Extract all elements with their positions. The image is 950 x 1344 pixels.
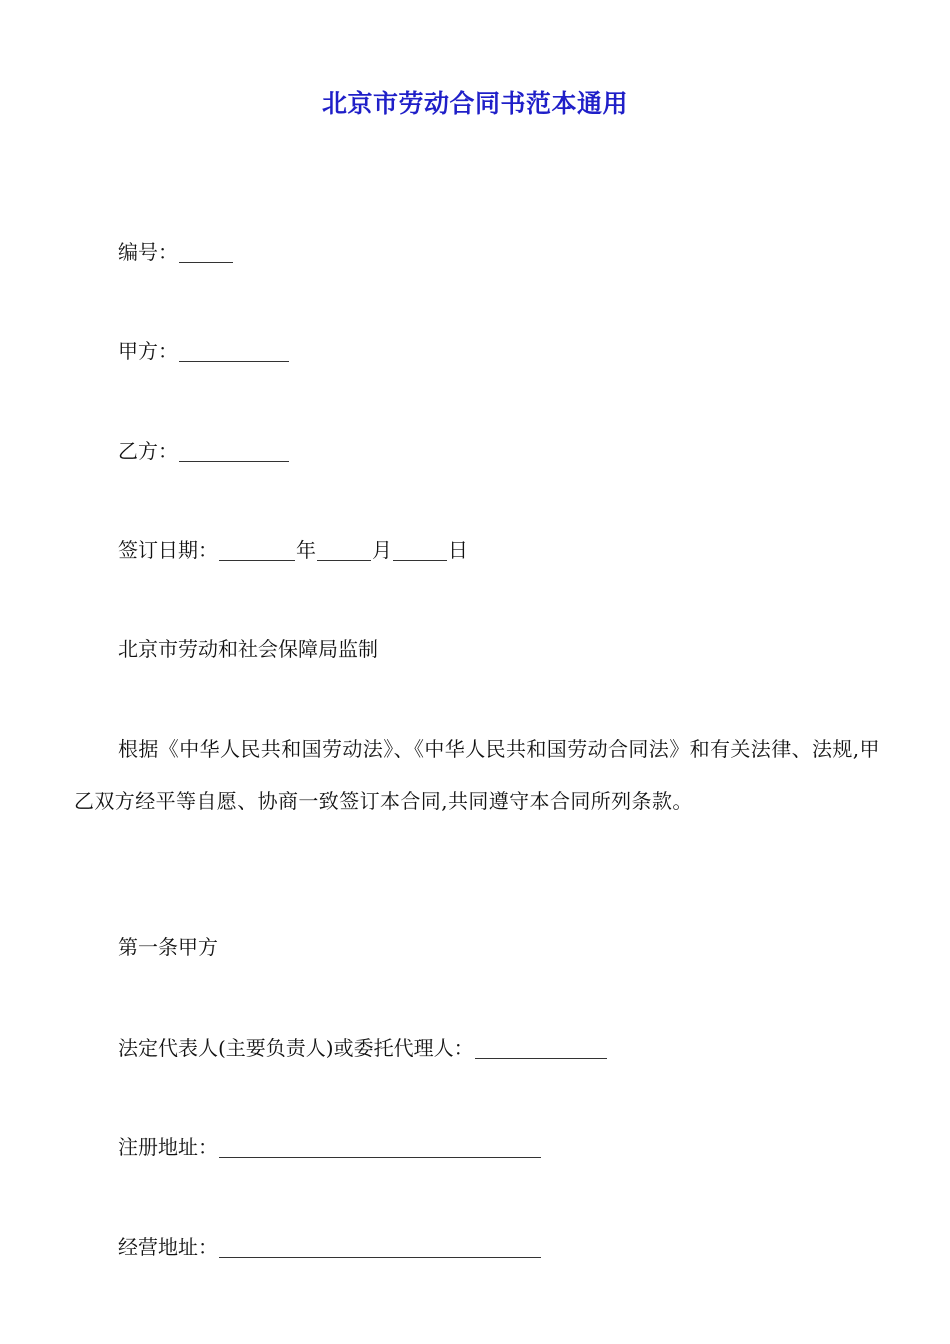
number-field (118, 238, 234, 266)
business-address-label: 经营地址： (118, 1235, 218, 1259)
year-blank[interactable] (219, 540, 295, 561)
legal-rep-field (118, 1034, 608, 1062)
registered-address-field (118, 1133, 542, 1161)
month-blank[interactable] (317, 540, 371, 561)
party-a-label: 甲方： (118, 339, 178, 363)
number-blank[interactable] (179, 242, 233, 263)
day-label: 日 (448, 538, 468, 562)
number-label: 编号： (118, 240, 178, 264)
supervisor-text: 北京市劳动和社会保障局监制 (118, 637, 378, 661)
legal-rep-label: 法定代表人(主要负责人)或委托代理人： (118, 1036, 474, 1060)
preamble-paragraph: 根据《中华人民共和国劳动法》、《中华人民共和国劳动合同法》和有关法律、法规,甲乙双方经平等自愿、协商一致签订本合同,共同遵守本合同所列条款。 (74, 737, 880, 813)
article-1-heading: 第一条甲方 (118, 935, 218, 959)
business-address-field (118, 1233, 542, 1261)
registered-address-label: 注册地址： (118, 1135, 218, 1159)
party-b-label: 乙方： (118, 439, 178, 463)
year-label: 年 (296, 538, 316, 562)
day-blank[interactable] (393, 540, 447, 561)
business-address-blank[interactable] (219, 1237, 541, 1258)
party-b-blank[interactable] (179, 441, 289, 462)
registered-address-blank[interactable] (219, 1137, 541, 1158)
party-a-field (118, 337, 290, 365)
party-a-blank[interactable] (179, 341, 289, 362)
legal-rep-blank[interactable] (475, 1038, 607, 1059)
month-label: 月 (372, 538, 392, 562)
document-title: 北京市劳动合同书范本通用 (321, 89, 628, 118)
sign-date-field (118, 536, 468, 564)
sign-date-label: 签订日期： (118, 538, 218, 562)
party-b-field (118, 437, 290, 465)
